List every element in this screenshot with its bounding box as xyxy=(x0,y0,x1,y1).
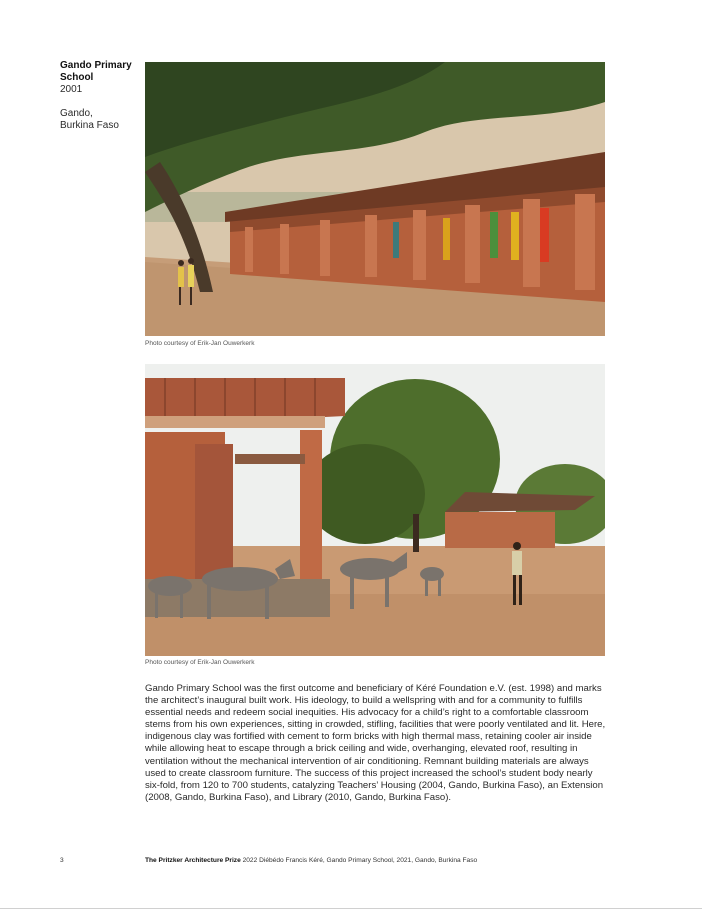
project-location xyxy=(60,108,144,132)
location-line-1: Gando, xyxy=(60,108,93,119)
bottom-divider xyxy=(0,908,702,909)
donkeys-yard-illustration xyxy=(145,364,605,656)
page-number: 3 xyxy=(60,857,64,864)
location-line-2: Burkina Faso xyxy=(60,120,119,131)
project-title: Gando Primary School xyxy=(60,60,132,83)
donkeys-yard-photo xyxy=(145,364,605,656)
photo-2-caption: Photo courtesy of Erik-Jan Ouwerkerk xyxy=(145,659,255,666)
school-facade-illustration xyxy=(145,62,605,336)
project-sidebar xyxy=(60,60,144,132)
footer-credit xyxy=(145,857,477,864)
school-facade-photo xyxy=(145,62,605,336)
footer-description: 2022 Diébédo Francis Kéré, Gando Primary School, 2021, Gando, Burkina Faso xyxy=(240,857,478,864)
photo-1-caption: Photo courtesy of Erik-Jan Ouwerkerk xyxy=(145,340,255,347)
footer-brand: The Pritzker Architecture Prize xyxy=(145,857,241,864)
project-year: 2001 xyxy=(60,84,83,95)
project-description: Gando Primary School was the first outcome and beneficiary of Kéré Foundation e.V. (est. 1998) and marks the architect’s inaugural built work. His ideology, to build a wellspring with and for a community to fulfills essential needs and redeem social inequities. His advocacy for a child’s right to a comfortable classroom stems from his own experiences, sitting in crowded, stifling, facilities that were poorly ventilated and lit. Here, indigenous clay was fortified with cement to form bricks with high thermal mass, retaining cooler air inside while allowing heat to escape through a brick ceiling and wide, overhanging, elevated roof, resulting in ventilation without the mechanical intervention of air conditioning. Remnant building materials are always used to create classroom furniture. The success of this project increased the school’s student body nearly six-fold, from 120 to 700 students, catalyzing Teachers’ Housing (2004, Gando, Burkina Faso), an Extension (2008, Gando, Burkina Faso), and Library (2010, Gando, Burkina Faso). xyxy=(145,683,606,803)
